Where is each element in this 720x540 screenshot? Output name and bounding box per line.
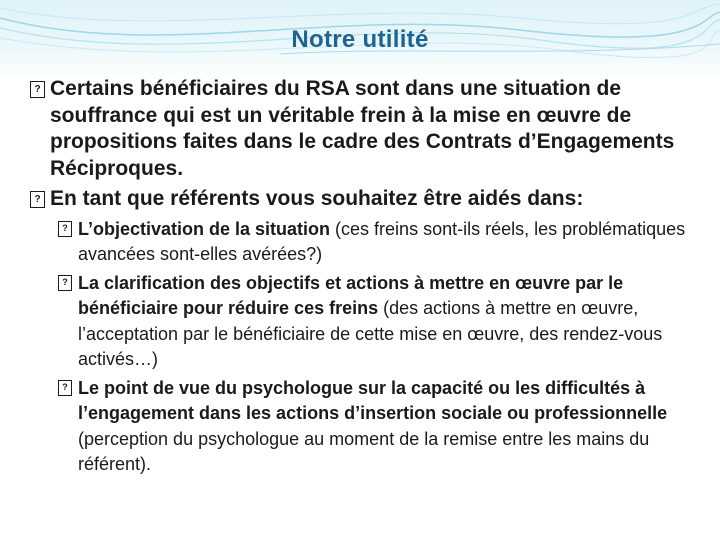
bullet-text: Certains bénéficiaires du RSA sont dans une situation de souffrance qui est un véritable frein à la mise en œuvre de propositions faites dans le cadre des Contrats d’Engagements Réciproques. [50,77,675,180]
missing-glyph-icon: ? [58,275,72,291]
sub-bullet-bold: Le point de vue du psychologue sur la capacité ou les difficultés à l’engagement dans les actions d’insertion sociale ou professionnelle [78,377,668,423]
slide-body [30,76,698,478]
missing-glyph-icon: ? [30,81,45,98]
sub-bullet-text: (des actions à mettre en œuvre, l’acceptation par le bénéficiaire de cette mise en œuvre, des rendez-vous activés…) [78,298,663,369]
bullet-text: En tant que référents vous souhaitez être aidés dans: [50,187,584,210]
sub-bullet-item [58,376,698,478]
missing-glyph-icon: ? [58,221,72,237]
missing-glyph-icon: ? [58,380,72,396]
sub-bullet-bold: La clarification des objectifs et actions à mettre en œuvre par le bénéficiaire pour réduire ces freins [78,272,624,318]
slide-title: Notre utilité [291,26,429,53]
sub-bullet-item [58,217,698,268]
missing-glyph-icon: ? [30,191,45,208]
sub-bullet-bold: L’objectivation de la situation [78,218,331,239]
sub-bullet-item [58,271,698,373]
bullet-item [30,76,698,182]
slide-header [0,0,720,78]
sub-bullet-text: (perception du psychologue au moment de la remise entre les mains du référent). [78,428,650,474]
sub-bullet-text: (ces freins sont-ils réels, les problématiques avancées sont-elles avérées?) [78,218,686,264]
bullet-item [30,186,698,213]
